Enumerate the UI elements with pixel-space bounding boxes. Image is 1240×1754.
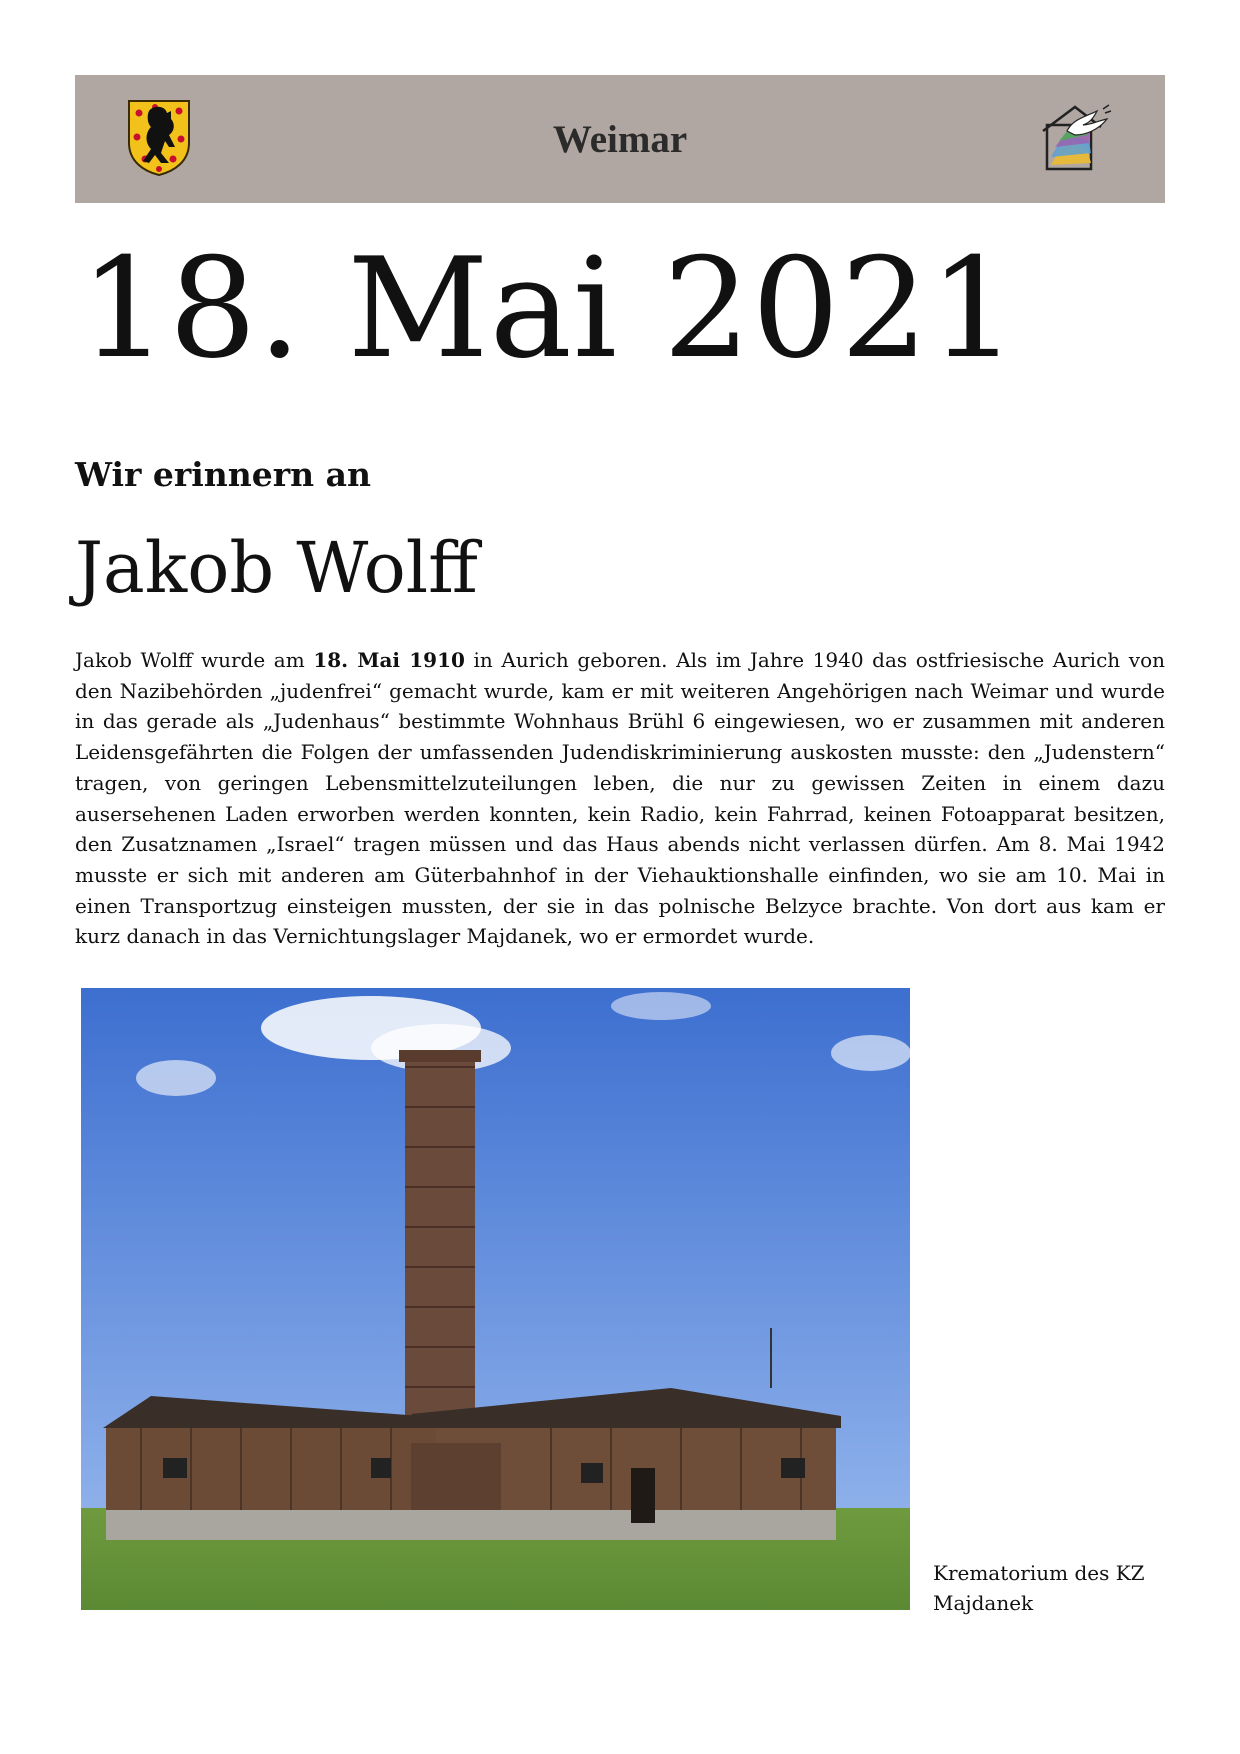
crematorium-photo — [81, 988, 910, 1610]
caption-line-2: Majdanek — [933, 1591, 1034, 1615]
birth-date: 18. Mai 1910 — [313, 648, 465, 672]
dove-rainbow-logo-icon — [1037, 97, 1113, 177]
biography-text — [75, 645, 1165, 952]
date-heading: 18. Mai 2021 — [80, 228, 1019, 389]
person-name: Jakob Wolff — [75, 527, 478, 609]
bio-part-2: in Aurich geboren. Als im Jahre 1940 das ostfriesische Aurich von den Nazibehörden „judenfrei“ gemacht wurde, kam er mit weiteren Angehörigen nach Weimar und wurde in das gerade als „Judenhaus“ bestimmte Wohnhaus Brühl 6 eingewiesen, wo er zusammen mit anderen Leidensgefährten die Folgen der umfassenden Judendiskriminierung auskosten musste: den „Judenstern“ tragen, von geringen Lebensmittelzuteilungen leben, die nur zu gewissen Zeiten in einem dazu ausersehenen Laden erworben werden konnten, kein Radio, kein Fahrrad, keinen Fotoapparat besitzen, den Zusatznamen „Israel“ tragen müssen und das Haus abends nicht verlassen dürfen. Am 8. Mai 1942 musste er sich mit anderen am Güterbahnhof in der Viehauktionshalle einfinden, wo sie am 10. Mai in einen Transportzug einsteigen mussten, der sie in das polnische Belzyce brachte. Von dort aus kam er kurz danach in das Vernichtungslager Majdanek, wo er ermordet wurde. — [75, 648, 1165, 949]
header-banner — [75, 75, 1165, 203]
photo-caption — [933, 1558, 1173, 1618]
header-title: Weimar — [552, 118, 688, 161]
caption-line-1: Krematorium des KZ — [933, 1561, 1145, 1585]
intro-heading: Wir erinnern an — [75, 455, 372, 494]
bio-part-1: Jakob Wolff wurde am — [75, 648, 314, 672]
